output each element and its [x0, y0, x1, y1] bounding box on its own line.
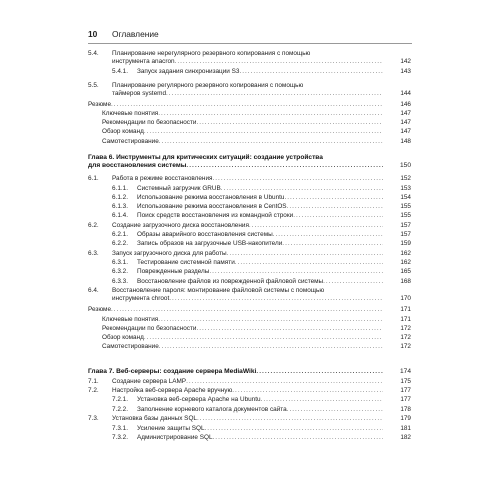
toc-number: 6.3.3.	[112, 278, 128, 285]
toc-number: 6.1.	[88, 175, 99, 182]
toc-number: 6.3.2.	[112, 268, 128, 275]
toc-title-line: Резюме	[88, 306, 111, 313]
toc-page-number: 146	[400, 101, 411, 108]
toc-title-line: инструмента anacron	[112, 58, 175, 65]
toc-title-line: Запуск задания синхронизации S3	[137, 68, 240, 75]
toc-title-line: Веб-серверы: создание сервера MediaWiki	[116, 368, 257, 375]
toc-title	[102, 128, 383, 136]
toc-title-line: Восстановление пароля: монтирование файловой системы с помощью	[112, 287, 325, 294]
toc-title-line: Настройка веб-сервера Apache вручную	[112, 387, 233, 394]
toc-title	[137, 268, 383, 276]
toc-title-line: Поиск средств восстановления из командной строки	[137, 212, 294, 219]
toc-title-line: Системный загрузчик GRUB	[137, 185, 221, 192]
toc-title	[88, 101, 383, 109]
toc-page-number: 165	[400, 268, 411, 275]
toc-title-line: таймеров systemd	[112, 90, 166, 97]
toc-title	[88, 306, 383, 314]
toc-page-number: 153	[400, 185, 411, 192]
toc-title	[137, 68, 383, 76]
toc-title	[137, 259, 383, 267]
toc-number: 6.1.4.	[112, 212, 128, 219]
toc-title	[137, 396, 383, 404]
toc-number: 7.3.	[88, 415, 99, 422]
toc-title-line: Использование режима восстановления в CentOS	[137, 203, 287, 210]
toc-title-line: Работа в режиме восстановления	[112, 175, 213, 182]
toc-title	[112, 82, 383, 98]
toc-title-line: Самотестирование	[102, 343, 159, 350]
toc-title	[137, 185, 383, 193]
toc-title-line: Резюме	[88, 101, 111, 108]
toc-page-number: 170	[400, 295, 411, 302]
toc-title-line: Образы аварийного восстановления системы	[137, 231, 273, 238]
toc-title-line: Обзор команд	[102, 334, 144, 341]
table-of-contents	[88, 50, 411, 500]
toc-page-number: 182	[400, 434, 411, 441]
toc-title	[112, 415, 383, 423]
toc-number: 6.4.	[88, 287, 99, 294]
toc-title-line: Рекомендации по безопасности	[102, 119, 197, 126]
toc-number: 7.1.	[88, 378, 99, 385]
toc-number: 6.3.1.	[112, 259, 128, 266]
toc-title-line: Инструменты для критических ситуаций: создание устройства	[116, 154, 323, 161]
toc-title	[112, 378, 383, 386]
toc-title-line: Восстановление файлов из поврежденной файловой системы	[137, 278, 324, 285]
toc-page-number: 162	[400, 250, 411, 257]
toc-title	[137, 278, 383, 286]
toc-number: 6.1.1.	[112, 185, 128, 192]
toc-title-line: Заполнение корневого каталога документов сайта	[137, 406, 287, 413]
toc-title-line: Планирование нерегулярного резервного копирования с помощью	[112, 50, 311, 57]
toc-number: 7.2.	[88, 387, 99, 394]
toc-title	[137, 231, 383, 239]
toc-title-line: Рекомендации по безопасности	[102, 325, 197, 332]
toc-title	[137, 434, 383, 442]
toc-number: 6.1.3.	[112, 203, 128, 210]
chapter-label: Глава 6.	[88, 154, 115, 161]
toc-title-line: для восстановления системы	[88, 162, 187, 169]
toc-title-line: инструмента chroot	[112, 295, 170, 302]
toc-title	[102, 119, 383, 127]
toc-title-line: Планирование регулярного резервного копирования с помощью	[112, 82, 304, 89]
toc-page-number: 148	[400, 138, 411, 145]
toc-title	[137, 194, 383, 202]
toc-title	[112, 250, 383, 258]
toc-number: 6.3.	[88, 250, 99, 257]
toc-title	[102, 325, 383, 333]
toc-page-number: 171	[400, 306, 411, 313]
toc-number: 5.4.	[88, 50, 99, 57]
toc-page-number: 155	[400, 203, 411, 210]
toc-title-line: Создание сервера LAMP	[112, 378, 187, 385]
toc-page-number: 177	[400, 387, 411, 394]
toc-page-number: 172	[400, 334, 411, 341]
toc-title	[102, 110, 383, 118]
toc-page-number: 179	[400, 415, 411, 422]
toc-title	[112, 387, 383, 395]
toc-number: 5.4.1.	[112, 68, 128, 75]
toc-title	[112, 287, 383, 303]
toc-title-line: Установка веб-сервера Apache на Ubuntu	[137, 396, 261, 403]
toc-title	[112, 222, 383, 230]
toc-page-number: 142	[400, 58, 411, 65]
toc-title	[102, 343, 383, 351]
toc-title	[102, 316, 383, 324]
toc-page-number: 150	[399, 162, 411, 169]
toc-number: 7.3.2.	[112, 434, 128, 441]
toc-page-number: 147	[400, 128, 411, 135]
toc-page-number: 147	[400, 119, 411, 126]
toc-title-line: Ключевые понятия	[102, 110, 159, 117]
toc-title	[137, 425, 383, 433]
page-number: 10	[88, 29, 98, 39]
toc-title	[88, 368, 383, 376]
toc-page-number: 172	[400, 325, 411, 332]
toc-title	[88, 154, 383, 170]
toc-number: 7.3.1.	[112, 425, 128, 432]
toc-number: 6.2.2.	[112, 240, 128, 247]
running-title: Оглавление	[112, 29, 159, 39]
toc-title	[137, 240, 383, 248]
toc-number: 6.2.	[88, 222, 99, 229]
toc-page-number: 172	[400, 343, 411, 350]
toc-number: 7.2.1.	[112, 396, 128, 403]
toc-number: 6.1.2.	[112, 194, 128, 201]
toc-title-line: Тестирование системной памяти	[137, 259, 235, 266]
toc-page-number: 181	[400, 425, 411, 432]
toc-title-line: Самотестирование	[102, 138, 159, 145]
toc-page-number: 143	[400, 68, 411, 75]
toc-title	[112, 175, 383, 183]
toc-title-line: Запись образов на загрузочные USB-накопители	[137, 240, 283, 247]
toc-title-line: Создание загрузочного диска восстановления	[112, 222, 249, 229]
toc-title-line: Использование режима восстановления в Ubuntu	[137, 194, 285, 201]
toc-title-line: Установка базы данных SQL	[112, 415, 197, 422]
toc-page-number: 157	[400, 222, 411, 229]
toc-page-number: 147	[400, 110, 411, 117]
toc-page-number: 178	[400, 406, 411, 413]
toc-title-line: Поврежденные разделы	[137, 268, 210, 275]
toc-number: 7.2.2.	[112, 406, 128, 413]
toc-title	[112, 50, 383, 66]
toc-page-number: 155	[400, 212, 411, 219]
toc-page-number: 162	[400, 259, 411, 266]
toc-title-line: Ключевые понятия	[102, 316, 159, 323]
toc-title-line: Администрирование SQL	[137, 434, 213, 441]
toc-page-number: 144	[400, 90, 411, 97]
toc-page-number: 159	[400, 240, 411, 247]
toc-title	[137, 203, 383, 211]
toc-page-number: 154	[400, 194, 411, 201]
toc-page-number: 174	[399, 368, 411, 375]
toc-title-line: Усиление защиты SQL	[137, 425, 205, 432]
toc-page-number: 152	[400, 175, 411, 182]
toc-page-number: 168	[400, 278, 411, 285]
toc-page-number: 175	[400, 378, 411, 385]
toc-title-line: Запуск загрузочного диска для работы	[112, 250, 227, 257]
toc-title	[137, 212, 383, 220]
toc-number: 6.2.1.	[112, 231, 128, 238]
page-header	[88, 27, 412, 44]
toc-title	[102, 138, 383, 146]
chapter-label: Глава 7.	[88, 368, 115, 375]
toc-page-number: 157	[400, 231, 411, 238]
toc-page-number: 177	[400, 396, 411, 403]
toc-title	[137, 406, 383, 414]
toc-number: 5.5.	[88, 82, 99, 89]
toc-title-line: Обзор команд	[102, 128, 144, 135]
toc-title	[102, 334, 383, 342]
toc-page-number: 171	[400, 316, 411, 323]
